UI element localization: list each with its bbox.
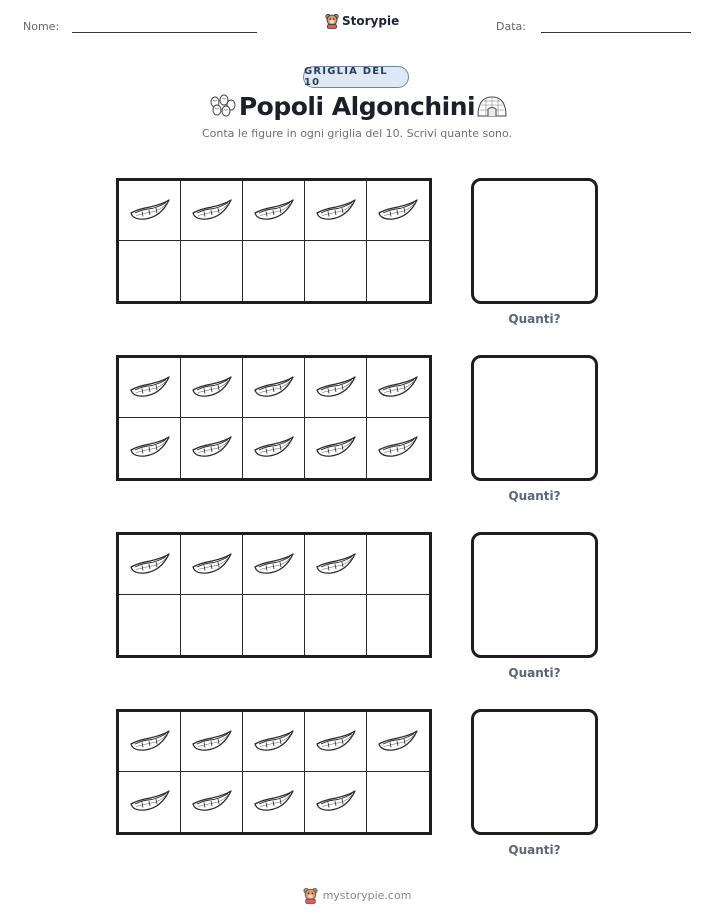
canoe-icon [128,549,172,581]
ten-frame-cell [305,595,367,655]
ten-frame-cell [305,241,367,301]
canoe-icon [252,786,296,818]
ten-frame-cell [119,241,181,301]
canoe-icon [314,195,358,227]
canoe-icon [128,432,172,464]
name-input-line[interactable] [72,32,257,33]
ten-frame-cell [367,241,429,301]
ten-frame-cell [243,595,305,655]
brand-logo [325,13,399,29]
canoe-icon [190,726,234,758]
ten-frame-3 [116,532,432,658]
canoe-icon [128,372,172,404]
canoe-icon [252,432,296,464]
brand-name: Storypie [342,14,400,28]
ten-frame-cell [181,241,243,301]
footer-site: mystorypie.com [322,889,412,902]
ten-frame-cell [367,595,429,655]
ten-frame-cell [367,712,429,772]
ten-frame-cell [119,712,181,772]
ten-frame-cell [119,535,181,595]
canoe-icon [252,195,296,227]
ten-frame-cell [243,241,305,301]
ten-frame-cell [305,712,367,772]
ten-frame-cell [305,535,367,595]
answer-label-1: Quanti? [508,312,561,326]
canoe-icon [314,432,358,464]
canoe-icon [314,786,358,818]
canoe-icon [190,549,234,581]
ten-frame-cell [367,772,429,832]
ten-frame-cell [243,772,305,832]
ten-frame-cell [181,712,243,772]
canoe-icon [376,726,420,758]
ten-frame-cell [119,358,181,418]
ten-frame-cell [119,772,181,832]
ten-frame-cell [305,772,367,832]
instructions: Conta le figure in ogni griglia del 10. Scrivi quante sono. [201,127,512,140]
canoe-icon [376,432,420,464]
ten-frame-cell [243,358,305,418]
bear-mascot-icon [303,887,318,904]
canoe-icon [314,549,358,581]
canoe-icon [314,372,358,404]
ten-frame-2 [116,355,432,481]
canoe-icon [376,195,420,227]
date-input-line[interactable] [541,32,691,33]
ten-frame-cell [181,418,243,478]
wigwam-icon [476,94,508,118]
ten-frame-cell [119,181,181,241]
ten-frame-cell [367,358,429,418]
ten-frame-cell [181,358,243,418]
canoe-icon [190,372,234,404]
canoe-icon [128,195,172,227]
ten-frame-4 [116,709,432,835]
bear-mascot-icon [325,13,339,29]
ten-frame-cell [243,535,305,595]
ten-frame-1 [116,178,432,304]
ten-frame-cell [305,181,367,241]
ten-frame-cell [181,535,243,595]
canoe-icon [128,786,172,818]
ten-frame-cell [119,418,181,478]
answer-box-1[interactable] [471,178,598,304]
answer-box-2[interactable] [471,355,598,481]
canoe-icon [252,549,296,581]
ten-frame-cell [181,595,243,655]
canoe-icon [190,432,234,464]
ten-frame-cell [243,712,305,772]
ten-frame-cell [367,418,429,478]
ten-frame-cell [367,535,429,595]
worksheet-type-badge: GRIGLIA DEL 10 [303,66,409,88]
canoe-icon [252,726,296,758]
canoe-icon [128,726,172,758]
canoe-icon [252,372,296,404]
ten-frame-cell [181,772,243,832]
footer [0,887,714,904]
ten-frame-cell [305,418,367,478]
ten-frame-cell [243,418,305,478]
answer-label-2: Quanti? [508,489,561,503]
answer-box-3[interactable] [471,532,598,658]
ten-frame-cell [243,181,305,241]
canoe-icon [190,786,234,818]
canoe-icon [314,726,358,758]
ten-frame-cell [305,358,367,418]
date-label: Data: [496,20,526,33]
ten-frame-cell [181,181,243,241]
page-title: Popoli Algonchini [238,92,476,121]
canoe-icon [376,372,420,404]
ten-frame-cell [119,595,181,655]
answer-label-4: Quanti? [508,843,561,857]
answer-box-4[interactable] [471,709,598,835]
ten-frame-cell [367,181,429,241]
answer-label-3: Quanti? [508,666,561,680]
name-label: Nome: [23,20,60,33]
canoe-icon [190,195,234,227]
